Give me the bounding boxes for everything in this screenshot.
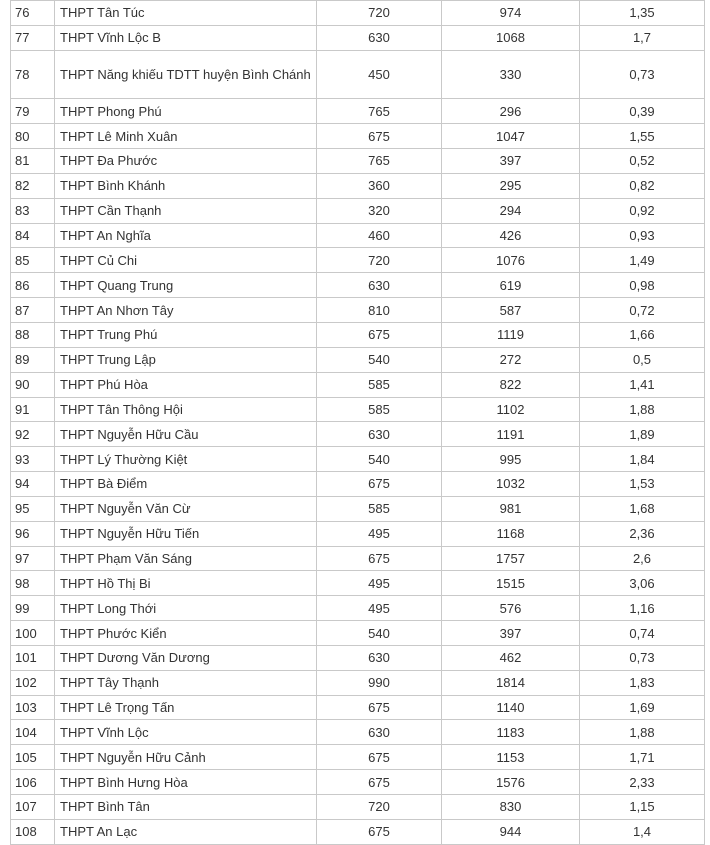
school-name: THPT Lê Trọng Tấn [55, 695, 317, 720]
table-body [11, 1, 705, 845]
school-name: THPT An Lạc [55, 819, 317, 844]
school-name: THPT Bình Hưng Hòa [55, 770, 317, 795]
ratio-value: 1,88 [580, 720, 705, 745]
row-number: 83 [11, 198, 55, 223]
row-number: 79 [11, 99, 55, 124]
table-row [11, 770, 705, 795]
registered-value: 330 [442, 50, 580, 99]
ratio-value: 1,68 [580, 496, 705, 521]
school-name: THPT Lê Minh Xuân [55, 124, 317, 149]
table-row [11, 322, 705, 347]
registered-value: 1515 [442, 571, 580, 596]
quota-value: 765 [317, 99, 442, 124]
table-row [11, 546, 705, 571]
registered-value: 995 [442, 447, 580, 472]
table-row [11, 596, 705, 621]
quota-value: 540 [317, 347, 442, 372]
school-name: THPT Nguyễn Hữu Cảnh [55, 745, 317, 770]
table-row [11, 273, 705, 298]
row-number: 104 [11, 720, 55, 745]
row-number: 76 [11, 1, 55, 26]
table-row [11, 99, 705, 124]
row-number: 103 [11, 695, 55, 720]
row-number: 100 [11, 621, 55, 646]
quota-value: 630 [317, 645, 442, 670]
ratio-value: 0,82 [580, 173, 705, 198]
ratio-value: 1,88 [580, 397, 705, 422]
row-number: 82 [11, 173, 55, 198]
registered-value: 619 [442, 273, 580, 298]
school-name: THPT Dương Văn Dương [55, 645, 317, 670]
ratio-value: 0,72 [580, 298, 705, 323]
quota-value: 320 [317, 198, 442, 223]
registered-value: 981 [442, 496, 580, 521]
registered-value: 822 [442, 372, 580, 397]
quota-value: 540 [317, 621, 442, 646]
table-row [11, 149, 705, 174]
ratio-value: 0,39 [580, 99, 705, 124]
ratio-value: 1,7 [580, 25, 705, 50]
row-number: 81 [11, 149, 55, 174]
row-number: 106 [11, 770, 55, 795]
ratio-value: 1,53 [580, 472, 705, 497]
registered-value: 830 [442, 795, 580, 820]
school-name: THPT Phước Kiển [55, 621, 317, 646]
ratio-value: 1,49 [580, 248, 705, 273]
school-name: THPT Củ Chi [55, 248, 317, 273]
registered-value: 294 [442, 198, 580, 223]
registered-value: 1076 [442, 248, 580, 273]
school-name: THPT Tân Túc [55, 1, 317, 26]
school-name: THPT Đa Phước [55, 149, 317, 174]
row-number: 95 [11, 496, 55, 521]
ratio-value: 1,84 [580, 447, 705, 472]
registered-value: 296 [442, 99, 580, 124]
table-row [11, 695, 705, 720]
quota-value: 630 [317, 720, 442, 745]
registered-value: 1191 [442, 422, 580, 447]
table-row [11, 173, 705, 198]
ratio-value: 1,83 [580, 670, 705, 695]
quota-value: 675 [317, 546, 442, 571]
school-name: THPT Bà Điểm [55, 472, 317, 497]
table-row [11, 223, 705, 248]
school-name: THPT Năng khiếu TDTT huyện Bình Chánh [55, 50, 317, 99]
ratio-value: 1,41 [580, 372, 705, 397]
row-number: 77 [11, 25, 55, 50]
ratio-value: 0,92 [580, 198, 705, 223]
registered-value: 576 [442, 596, 580, 621]
table-row [11, 347, 705, 372]
ratio-value: 1,55 [580, 124, 705, 149]
row-number: 105 [11, 745, 55, 770]
registered-value: 1153 [442, 745, 580, 770]
row-number: 93 [11, 447, 55, 472]
school-name: THPT Nguyễn Hữu Tiến [55, 521, 317, 546]
quota-value: 720 [317, 1, 442, 26]
quota-value: 450 [317, 50, 442, 99]
ratio-value: 2,36 [580, 521, 705, 546]
school-name: THPT Lý Thường Kiệt [55, 447, 317, 472]
quota-value: 540 [317, 447, 442, 472]
quota-value: 585 [317, 496, 442, 521]
ratio-value: 1,69 [580, 695, 705, 720]
row-number: 78 [11, 50, 55, 99]
ratio-value: 0,73 [580, 50, 705, 99]
table-row [11, 397, 705, 422]
quota-value: 360 [317, 173, 442, 198]
registered-value: 1068 [442, 25, 580, 50]
row-number: 84 [11, 223, 55, 248]
table-row [11, 795, 705, 820]
row-number: 90 [11, 372, 55, 397]
ratio-value: 0,74 [580, 621, 705, 646]
row-number: 85 [11, 248, 55, 273]
registered-value: 1047 [442, 124, 580, 149]
row-number: 88 [11, 322, 55, 347]
ratio-value: 1,35 [580, 1, 705, 26]
table-row [11, 472, 705, 497]
quota-value: 720 [317, 795, 442, 820]
ratio-value: 0,73 [580, 645, 705, 670]
quota-value: 630 [317, 25, 442, 50]
ratio-value: 0,98 [580, 273, 705, 298]
registered-value: 1140 [442, 695, 580, 720]
school-name: THPT Trung Phú [55, 322, 317, 347]
ratio-value: 1,16 [580, 596, 705, 621]
registered-value: 397 [442, 149, 580, 174]
quota-value: 585 [317, 397, 442, 422]
table-row [11, 447, 705, 472]
row-number: 98 [11, 571, 55, 596]
table-row [11, 372, 705, 397]
table-row [11, 645, 705, 670]
table-row [11, 50, 705, 99]
school-name: THPT Cần Thạnh [55, 198, 317, 223]
quota-value: 675 [317, 322, 442, 347]
row-number: 107 [11, 795, 55, 820]
school-name: THPT Vĩnh Lộc B [55, 25, 317, 50]
ratio-value: 3,06 [580, 571, 705, 596]
table-row [11, 571, 705, 596]
table-row [11, 25, 705, 50]
quota-value: 675 [317, 695, 442, 720]
quota-value: 460 [317, 223, 442, 248]
ratio-value: 1,71 [580, 745, 705, 770]
table-row [11, 1, 705, 26]
row-number: 102 [11, 670, 55, 695]
registered-value: 426 [442, 223, 580, 248]
row-number: 94 [11, 472, 55, 497]
registered-value: 1757 [442, 546, 580, 571]
registered-value: 1032 [442, 472, 580, 497]
table-row [11, 670, 705, 695]
school-name: THPT Trung Lập [55, 347, 317, 372]
school-name: THPT An Nhơn Tây [55, 298, 317, 323]
ratio-value: 0,93 [580, 223, 705, 248]
school-name: THPT Phong Phú [55, 99, 317, 124]
table-row [11, 124, 705, 149]
school-enrollment-table [10, 0, 705, 845]
row-number: 86 [11, 273, 55, 298]
quota-value: 990 [317, 670, 442, 695]
registered-value: 1102 [442, 397, 580, 422]
quota-value: 630 [317, 422, 442, 447]
quota-value: 630 [317, 273, 442, 298]
table-row [11, 720, 705, 745]
school-name: THPT Quang Trung [55, 273, 317, 298]
registered-value: 587 [442, 298, 580, 323]
table-row [11, 819, 705, 844]
table-row [11, 422, 705, 447]
row-number: 108 [11, 819, 55, 844]
registered-value: 1814 [442, 670, 580, 695]
registered-value: 974 [442, 1, 580, 26]
registered-value: 295 [442, 173, 580, 198]
school-name: THPT Vĩnh Lộc [55, 720, 317, 745]
registered-value: 1119 [442, 322, 580, 347]
school-name: THPT Bình Khánh [55, 173, 317, 198]
quota-value: 675 [317, 770, 442, 795]
quota-value: 675 [317, 124, 442, 149]
ratio-value: 1,4 [580, 819, 705, 844]
ratio-value: 0,52 [580, 149, 705, 174]
ratio-value: 2,6 [580, 546, 705, 571]
registered-value: 397 [442, 621, 580, 646]
ratio-value: 1,89 [580, 422, 705, 447]
quota-value: 675 [317, 745, 442, 770]
row-number: 91 [11, 397, 55, 422]
row-number: 96 [11, 521, 55, 546]
table-row [11, 248, 705, 273]
registered-value: 1576 [442, 770, 580, 795]
ratio-value: 1,66 [580, 322, 705, 347]
registered-value: 1183 [442, 720, 580, 745]
row-number: 92 [11, 422, 55, 447]
table-row [11, 496, 705, 521]
registered-value: 462 [442, 645, 580, 670]
school-name: THPT Tây Thạnh [55, 670, 317, 695]
quota-value: 585 [317, 372, 442, 397]
quota-value: 810 [317, 298, 442, 323]
school-name: THPT Long Thới [55, 596, 317, 621]
table-row [11, 521, 705, 546]
registered-value: 272 [442, 347, 580, 372]
school-name: THPT Phạm Văn Sáng [55, 546, 317, 571]
table-row [11, 198, 705, 223]
table-row [11, 745, 705, 770]
school-name: THPT An Nghĩa [55, 223, 317, 248]
school-name: THPT Nguyễn Văn Cừ [55, 496, 317, 521]
quota-value: 675 [317, 472, 442, 497]
ratio-value: 2,33 [580, 770, 705, 795]
school-name: THPT Hồ Thị Bi [55, 571, 317, 596]
quota-value: 765 [317, 149, 442, 174]
school-name: THPT Bình Tân [55, 795, 317, 820]
registered-value: 1168 [442, 521, 580, 546]
school-name: THPT Tân Thông Hội [55, 397, 317, 422]
ratio-value: 0,5 [580, 347, 705, 372]
quota-value: 720 [317, 248, 442, 273]
row-number: 99 [11, 596, 55, 621]
registered-value: 944 [442, 819, 580, 844]
quota-value: 675 [317, 819, 442, 844]
quota-value: 495 [317, 571, 442, 596]
table-row [11, 298, 705, 323]
quota-value: 495 [317, 521, 442, 546]
row-number: 89 [11, 347, 55, 372]
row-number: 97 [11, 546, 55, 571]
table-row [11, 621, 705, 646]
quota-value: 495 [317, 596, 442, 621]
school-name: THPT Phú Hòa [55, 372, 317, 397]
row-number: 101 [11, 645, 55, 670]
row-number: 87 [11, 298, 55, 323]
ratio-value: 1,15 [580, 795, 705, 820]
school-name: THPT Nguyễn Hữu Cầu [55, 422, 317, 447]
row-number: 80 [11, 124, 55, 149]
